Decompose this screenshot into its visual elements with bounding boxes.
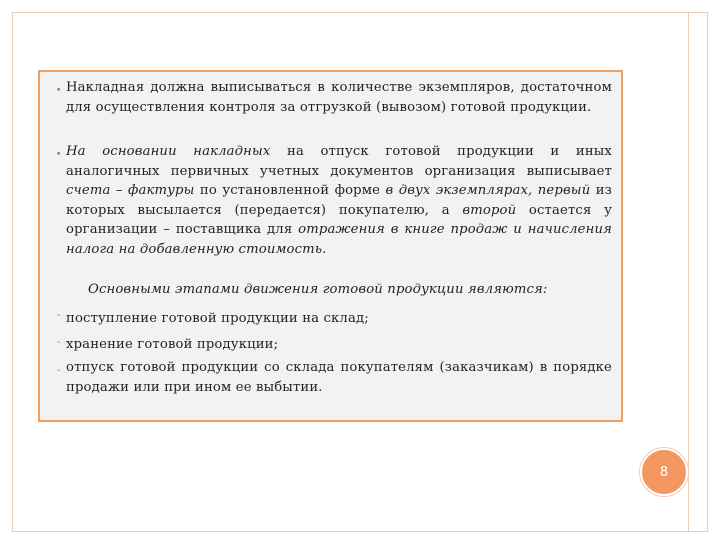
text-normal: остается у организации – поставщика для — [66, 202, 612, 237]
stages-lead-text: Основными этапами движения готовой продукции являются: — [88, 282, 548, 297]
bullet-marker: • — [56, 86, 62, 96]
text-normal: из которых высылается (передается) покупателю, а — [66, 183, 613, 218]
stage-item-2: хранение готовой продукции; — [66, 337, 279, 352]
stage-item-1: поступление готовой продукции на склад; — [66, 311, 369, 326]
dash-marker: - — [57, 310, 61, 321]
slide-border-line — [688, 12, 689, 532]
stage-item-3: отпуск готовой продукции со склада покупателям (заказчикам) в порядке продажи или при ином ее выбытии. — [66, 360, 612, 395]
page-number-badge: 8 — [640, 448, 688, 496]
text-italic: второй — [462, 202, 517, 218]
text-italic: в двух экземплярах, первый — [385, 183, 591, 198]
text-italic: отражения в книге продаж и начисления налога на добавленную стоимость. — [66, 222, 612, 257]
dash-marker: - — [57, 365, 61, 376]
bullet-paragraph-1: Накладная должна выписываться в количестве экземпляров, достаточном для осуществления контроля за отгрузкой (вывозом) готовой продукции. — [66, 80, 612, 115]
text-italic: счета – фактуры — [66, 183, 195, 198]
text-normal: на отпуск готовой продукции и иных аналогичных первичных учетных документов организация выписывает — [66, 144, 612, 179]
text-italic: На основании накладных — [66, 144, 271, 159]
bullet-marker: • — [56, 150, 62, 160]
bullet-paragraph-2 — [66, 142, 612, 259]
dash-marker: - — [57, 337, 61, 348]
text-normal: по установленной форме — [194, 183, 386, 198]
